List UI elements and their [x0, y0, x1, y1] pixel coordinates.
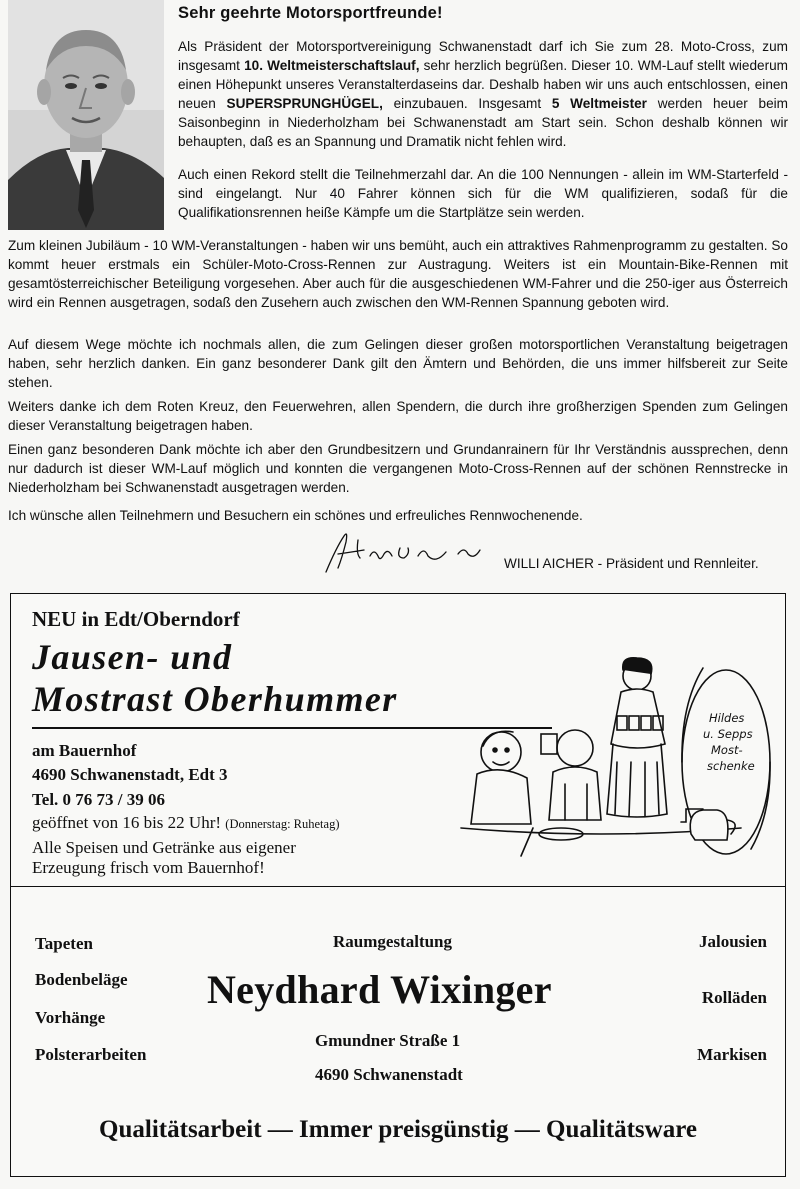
jausen-advert: [11, 594, 785, 886]
letter-paragraph-7: Ich wünsche allen Teilnehmern und Besuchern ein schönes und erfreuliches Rennwochenende.: [8, 508, 583, 523]
service-polsterarbeiten: Polsterarbeiten: [35, 1045, 147, 1064]
paragraph-1-run: Als Präsident der Motorsportvereinigung Schwanenstadt darf ich Sie zum 28. Moto-Cross, zum insgesamt: [178, 39, 788, 73]
letter-title: Sehr geehrte Motorsportfreunde!: [178, 4, 443, 22]
letter-paragraph-2: Auch einen Rekord stellt die Teilnehmerzahl dar. An die 100 Nennungen - allein im WM-Starterfeld - sind eingelangt. Nur 40 Fahrer können sich für die WM qualifizieren, sodaß für die Qualifikationsrennen heiße Kämpfe um die Startplätze sein werden.: [178, 167, 788, 220]
advert-address-2: 4690 Schwanenstadt, Edt 3: [32, 765, 228, 784]
barrel-sign-line-1: Hildes: [709, 711, 745, 725]
advertisement-box: [10, 593, 786, 1177]
service-markisen: Markisen: [697, 1045, 767, 1064]
letter-paragraph-5: Weiters danke ich dem Roten Kreuz, den Feuerwehren, allen Spendern, die durch ihre großherzigen Spenden zum Gelingen dieser Veranstaltung beigetragen haben.: [8, 399, 788, 433]
advert-divider: [11, 886, 785, 887]
service-jalousien: Jalousien: [698, 932, 767, 951]
barrel-sign-line-4: schenke: [707, 759, 755, 773]
company-city: 4690 Schwanenstadt: [315, 1065, 463, 1084]
promo-line-1: Alle Speisen und Getränke aus eigener: [32, 838, 296, 857]
paragraph-1-run: sehr herzlich begrüßen. Dieser 10. WM-Lauf stellt wiederum einen Höhepunkt unseres Veranstalterdaseins dar. Deshalb haben wir uns auch entschlossen, einen neuen: [178, 58, 788, 111]
letter-paragraph-4: Auf diesem Wege möchte ich nochmals allen, die zum Gelingen dieser großen motorsportlichen Veranstaltung beigetragen haben, sehr herzlich danken. Ein ganz besonderer Dank gilt den Ämtern und Behörden, die uns immer hilfsbereit zur Seite stehen.: [8, 337, 788, 390]
advert-address-1: am Bauernhof: [32, 741, 137, 760]
letter-paragraph-1: [178, 37, 788, 151]
advert-headline-line1: Jausen- und: [32, 637, 233, 677]
advert-kicker: NEU in Edt/Oberndorf: [32, 607, 240, 631]
company-street: Gmundner Straße 1: [315, 1031, 461, 1050]
paragraph-1-run: 10. Weltmeisterschaftslauf,: [244, 58, 420, 73]
company-name: Neydhard Wixinger: [207, 967, 552, 1012]
advert-headline-line2: Mostrast Oberhummer: [32, 679, 398, 719]
service-tapeten: Tapeten: [35, 934, 93, 953]
paragraph-1-run: SUPERSPRUNGHÜGEL,: [226, 96, 383, 111]
wixinger-advert: [11, 888, 785, 1176]
advert-promo: [32, 838, 412, 878]
opening-hours: [32, 813, 339, 833]
most-tavern-cartoon: [441, 644, 776, 874]
service-rollaeden: Rolläden: [701, 988, 767, 1007]
paragraph-1-run: einzubauen. Insgesamt: [382, 96, 552, 111]
letter-paragraph-6: Einen ganz besonderen Dank möchte ich aber den Grundbesitzern und Grundanrainern für Ihr Verständnis aussprechen, denn nur dadurch ist dieser WM-Lauf möglich und konnten die vergangenen Moto-Cross-Rennen auf der schönen Rennstrecke in Niederholzham bei Schwanenstadt ausgetragen werden.: [8, 442, 788, 495]
service-bodenbelaege: Bodenbeläge: [35, 970, 128, 989]
president-portrait-photo: [8, 0, 164, 230]
paragraph-1-run: 5 Weltmeister: [551, 96, 647, 111]
advert-phone: Tel. 0 76 73 / 39 06: [32, 790, 166, 809]
cartoon-illustration: [441, 644, 776, 874]
service-raumgestaltung: Raumgestaltung: [333, 932, 453, 951]
portrait-illustration: [8, 0, 164, 230]
signer-name: WILLI AICHER - Präsident und Rennleiter.: [504, 556, 759, 571]
service-vorhaenge: Vorhänge: [35, 1008, 106, 1027]
opening-hours-note: (Donnerstag: Ruhetag): [225, 817, 340, 831]
handwritten-signature: [318, 528, 498, 578]
barrel-sign-line-3: Most-: [711, 743, 743, 757]
company-slogan: Qualitätsarbeit — Immer preisgünstig — Qualitätsware: [99, 1116, 697, 1143]
barrel-sign-line-2: u. Sepps: [703, 727, 753, 741]
promo-line-2: Erzeugung frisch vom Bauernhof!: [32, 858, 265, 877]
opening-hours-text: geöffnet von 16 bis 22 Uhr!: [32, 813, 222, 832]
letter-paragraph-3: Zum kleinen Jubiläum - 10 WM-Veranstaltungen - haben wir uns bemüht, auch ein attraktives Rahmenprogramm zu gestalten. So kommt heuer erstmals ein Schüler-Moto-Cross-Rennen zur Austragung. Weiters ist ein Mountain-Bike-Rennen mit gesamtösterreichischer Beteiligung vorgesehen. Aber auch für die ausgeschiedenen WM-Fahrer und die 250-iger aus Österreich wird ein Rennen ausgetragen, sodaß den Zusehern auch zwischen den WM-Rennen Spannung geboten wird.: [8, 238, 788, 310]
paragraph-1-run: werden heuer beim Saisonbeginn in Niederholzham bei Schwanenstadt am Start sein. Schon deshalb können wir behaupten, daß es an Spannung und Dramatik nicht fehlen wird.: [178, 96, 788, 149]
